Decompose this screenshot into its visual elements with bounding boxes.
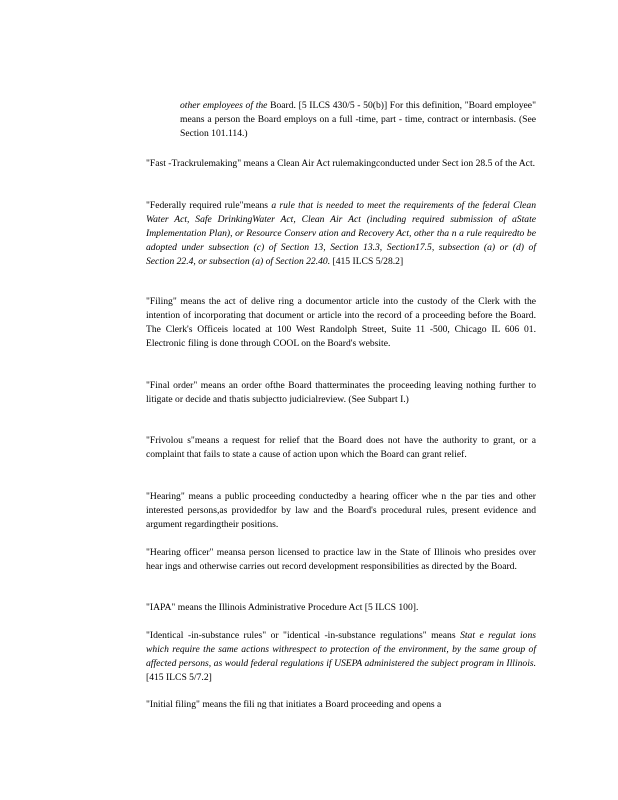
citation: [415 ILCS 5/28.2] <box>330 255 404 267</box>
definition-final-order <box>146 379 536 407</box>
definition-iapa <box>146 601 536 615</box>
definition-filing <box>146 295 536 351</box>
definition-fast-track-rulemaking <box>146 157 536 171</box>
definition-text: "Frivolou s"means a request for relief that the Board does not have the authority to grant, or a complaint that fails to state a cause of action upon which the Board can grant relief. <box>146 435 536 460</box>
definition-frivolous <box>146 434 536 462</box>
citation: [415 ILCS 5/7.2] <box>146 671 212 683</box>
definition-board-employee <box>180 99 536 141</box>
definition-text: "Final order" means an order ofthe Board thatterminates the proceeding leaving nothing further to litigate or decide and thatis subjectto judicialreview. (See Subpart I.) <box>146 380 536 405</box>
definition-text: "Fast -Trackrulemaking" means a Clean Air Act rulemakingconducted under Sect ion 28.5 of the Act. <box>146 158 536 169</box>
definition-federally-required-rule <box>146 199 536 269</box>
definition-text: Board. [5 ILCS 430/5 - 50(b)] For this definition, "Board employee" means a person the Board employs on a full -time, part - time, contract or internbasis. (See Section 101.114.) <box>180 100 536 139</box>
definition-initial-filing <box>146 698 536 712</box>
definition-text: "Hearing officer" meansa person licensed to practice law in the State of Illinois who presides over hear ings and otherwise carries out record development responsibilities as directed by the Board. <box>146 547 536 572</box>
definition-term: "Federally required rule"means <box>146 200 272 211</box>
definition-text: "Filing" means the act of delive ring a documentor article into the custody of the Clerk with the intention of incorporating that document or article into the record of a proceeding before the Board. The Clerk's Officeis located at 100 West Randolph Street, Suite 11 -500, Chicago IL 606 01. Electronic filing is done through COOL on the Board's website. <box>146 296 536 349</box>
definition-hearing <box>146 490 536 532</box>
definition-text: "Initial filing" means the fili ng that initiates a Board proceeding and opens a <box>146 699 442 710</box>
definition-text: "IAPA" means the Illinois Administrative Procedure Act [5 ILCS 100]. <box>146 602 419 613</box>
definition-text: other employees of the <box>180 100 268 111</box>
definition-term: "Identical -in-substance rules" or "identical -in-substance regulations" means <box>146 630 461 641</box>
definition-identical-in-substance-rules <box>146 629 536 685</box>
definition-text: "Hearing" means a public proceeding conductedby a hearing officer whe n the par ties and other interested persons,as providedfor by law and the Board's procedural rules, present evidence and argument regardingtheir positions. <box>146 491 536 530</box>
definition-hearing-officer <box>146 546 536 574</box>
statutory-quote: a rule that is needed to meet the requirements of the federal Clean Water Act, Safe DrinkingWater Act, Clean Air Act (including required submission of aState Implementation Plan), or Resource Conserv ation and Recovery Act, other tha n a rule requiredto be adopted under subsection (c) of Section 13, Section 13.3, Section17.5, subsection (a) or (d) of Section 22.4, or subsection (a) of Section 22.40. <box>146 200 536 267</box>
statutory-quote: Stat e regulat ions which require the same actions withrespect to protection of the environment, by the same group of affected persons, as would federal regulations if USEPA administered the subject program in Illinois. <box>146 630 536 669</box>
